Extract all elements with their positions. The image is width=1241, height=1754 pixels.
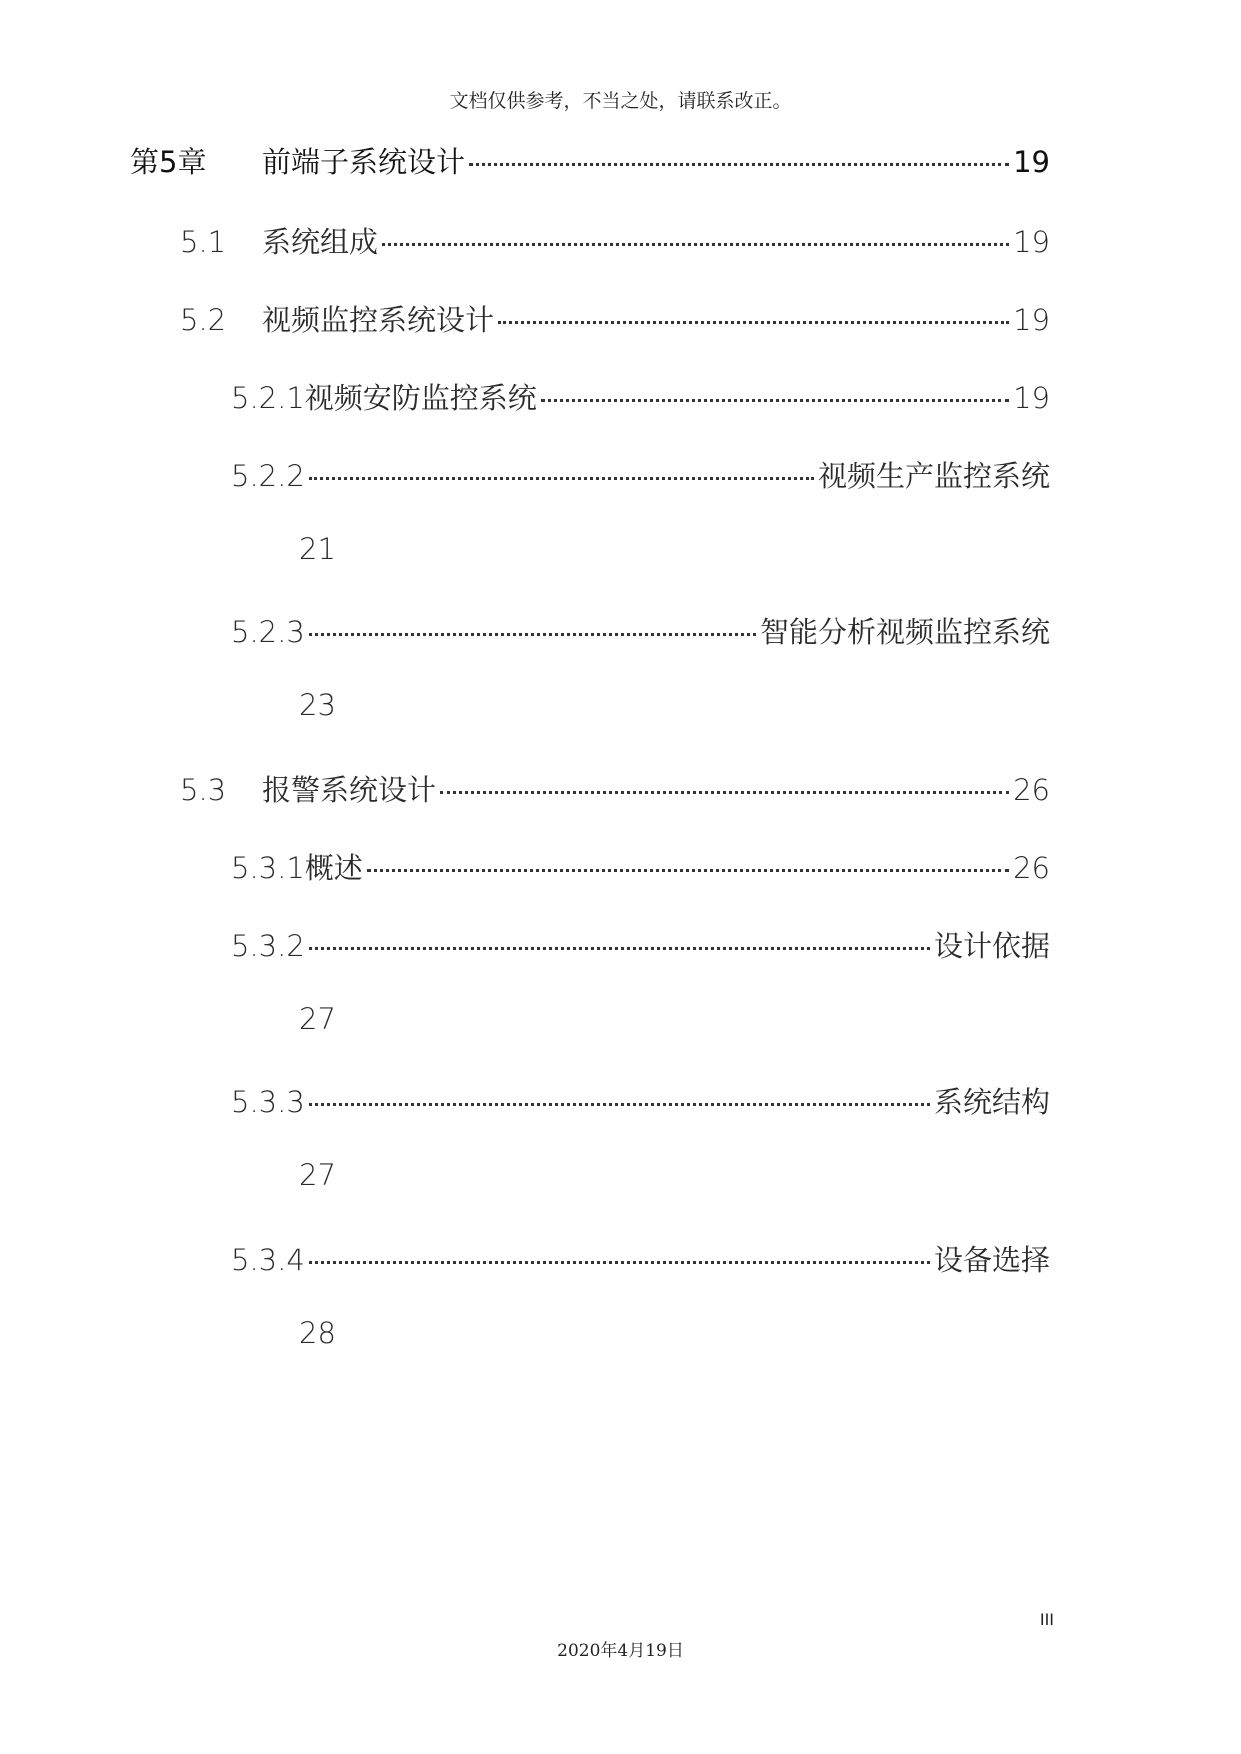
dot-leader bbox=[541, 399, 1009, 402]
toc-entry-number: 5.3.4 bbox=[231, 1243, 305, 1277]
toc-entry-title: 概述 bbox=[304, 851, 363, 885]
toc-entry-page: 19 bbox=[1013, 225, 1050, 259]
toc-entry-page: 27 bbox=[299, 1002, 336, 1036]
toc-entry-5-1[interactable] bbox=[180, 220, 1050, 261]
toc-entry-number: 5.3.2 bbox=[231, 929, 305, 963]
toc-entry-page: 19 bbox=[1013, 381, 1050, 415]
toc-entry-5-3-2[interactable] bbox=[231, 924, 1050, 965]
toc-entry-number: 5.2.1 bbox=[231, 381, 305, 415]
toc-entry-title: 视频安防监控系统 bbox=[304, 381, 537, 415]
toc-entry-5-3-3[interactable] bbox=[231, 1080, 1050, 1121]
header-note: 文档仅供参考，不当之处，请联系改正。 bbox=[449, 90, 792, 112]
footer-date: 2020年4月19日 bbox=[557, 1641, 684, 1661]
toc-entry-number: 5.3 bbox=[180, 773, 227, 807]
toc-entry-number: 5.1 bbox=[180, 225, 227, 259]
toc-entry-5-2[interactable] bbox=[180, 298, 1050, 339]
toc-entry-title: 设备选择 bbox=[933, 1243, 1050, 1277]
toc-entry-number: 5.2.2 bbox=[231, 459, 305, 493]
dot-leader bbox=[367, 869, 1009, 872]
toc-entry-page: 19 bbox=[1013, 145, 1050, 179]
toc-entry-5-3-1[interactable] bbox=[231, 846, 1050, 887]
toc-entry-title: 系统结构 bbox=[933, 1085, 1050, 1119]
dot-leader bbox=[440, 791, 1009, 794]
toc-entry-page: 26 bbox=[1013, 851, 1050, 885]
toc-entry-5-2-2[interactable] bbox=[231, 454, 1050, 495]
dot-leader bbox=[309, 1103, 930, 1106]
dot-leader bbox=[469, 163, 1009, 166]
toc-entry-page: 23 bbox=[299, 688, 336, 722]
toc-entry-title: 视频监控系统设计 bbox=[262, 303, 495, 337]
toc-entry-number: 5.2.3 bbox=[231, 615, 305, 649]
toc-entry-number: 5.3.1 bbox=[231, 851, 305, 885]
toc-entry-number: 5.3.3 bbox=[231, 1085, 305, 1119]
toc-entry-page: 21 bbox=[299, 532, 336, 566]
dot-leader bbox=[309, 1261, 930, 1264]
toc-entry-title: 报警系统设计 bbox=[262, 773, 437, 807]
toc-entry-page: 27 bbox=[299, 1158, 336, 1192]
dot-leader bbox=[309, 947, 930, 950]
toc-entry-page: 28 bbox=[299, 1316, 336, 1350]
toc-entry-number: 第5章 bbox=[130, 145, 207, 179]
toc-entry-page: 19 bbox=[1013, 303, 1050, 337]
toc-entry-5-2-3[interactable] bbox=[231, 610, 1050, 651]
toc-entry-number: 5.2 bbox=[180, 303, 227, 337]
dot-leader bbox=[309, 633, 756, 636]
toc-entry-title: 智能分析视频监控系统 bbox=[759, 615, 1050, 649]
toc-entry-5-2-1[interactable] bbox=[231, 376, 1050, 417]
toc-entry-chapter-5[interactable] bbox=[130, 140, 1050, 181]
toc-entry-5-3[interactable] bbox=[180, 768, 1050, 809]
toc-entry-title: 设计依据 bbox=[933, 929, 1050, 963]
toc-entry-5-3-4[interactable] bbox=[231, 1238, 1050, 1279]
toc-entry-title: 系统组成 bbox=[262, 225, 379, 259]
dot-leader bbox=[498, 321, 1009, 324]
toc-entry-title: 视频生产监控系统 bbox=[817, 459, 1050, 493]
footer-page-number: III bbox=[1039, 1610, 1054, 1629]
toc-entry-page: 26 bbox=[1013, 773, 1050, 807]
dot-leader bbox=[382, 243, 1009, 246]
dot-leader bbox=[309, 477, 814, 480]
toc-entry-title: 前端子系统设计 bbox=[262, 145, 466, 179]
